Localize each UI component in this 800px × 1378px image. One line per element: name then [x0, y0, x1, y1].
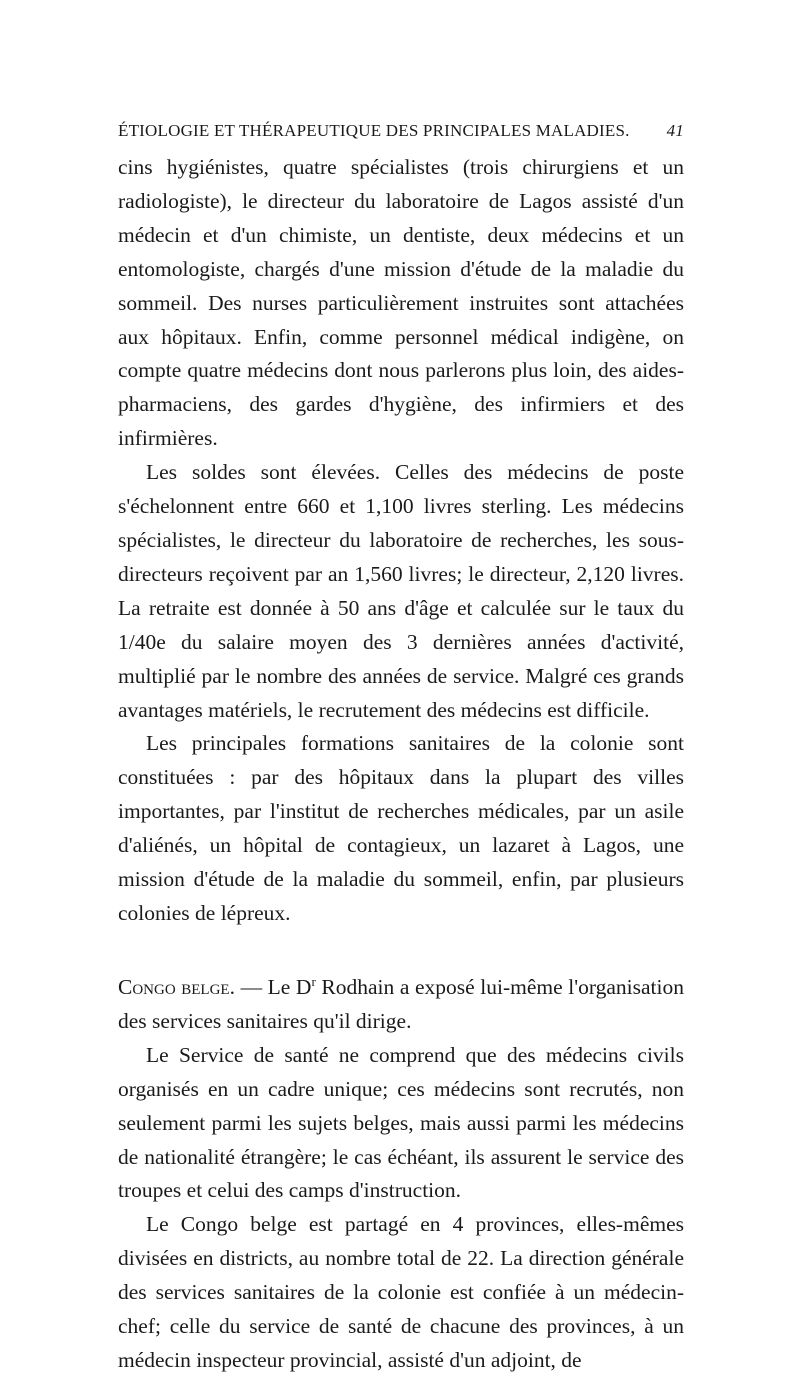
page-number: 41	[666, 121, 684, 140]
section-heading: Congo belge.	[118, 975, 235, 999]
running-head	[118, 121, 684, 141]
paragraph-1: cins hygiénistes, quatre spécialistes (trois chirurgiens et un radiologiste), le directeur du laboratoire de Lagos assisté d'un médecin et d'un chimiste, un dentiste, deux médecins et un entomologiste, chargés d'une mission d'étude de la maladie du sommeil. Des nurses particulièrement instruites sont attachées aux hôpitaux. Enfin, comme personnel médical indigène, on compte quatre médecins dont nous parlerons plus loin, des aides-pharmaciens, des gardes d'hygiène, des infirmiers et des infirmières.	[118, 155, 684, 451]
section-text-rest: Rodhain a exposé lui-même l'organisation des services sanitaires qu'il dirige.	[118, 975, 684, 1033]
paragraph-4: Le Service de santé ne comprend que des médecins civils organisés en un cadre unique; ces médecins sont recrutés, non seulement parmi les sujets belges, mais aussi parmi les médecins de nationalité étrangère; le cas échéant, ils assurent le service des troupes et celui des camps d'instruction.	[118, 1042, 684, 1203]
paragraph-2: Les soldes sont élevées. Celles des médecins de poste s'échelonnent entre 660 et 1,100 livres sterling. Les médecins spécialistes, le directeur du laboratoire de recherches, les sous-directeurs reçoivent par an 1,560 livres; le directeur, 2,120 livres. La retraite est donnée à 50 ans d'âge et calculée sur le taux du 1/40e du salaire moyen des 3 dernières années d'activité, multiplié par le nombre des années de service. Malgré ces grands avantages matériels, le recrutement des médecins est difficile.	[118, 460, 684, 722]
section-dash: —	[234, 975, 268, 999]
body-text	[118, 151, 684, 1378]
running-head-title: ÉTIOLOGIE ET THÉRAPEUTIQUE DES PRINCIPALES MALADIES.	[118, 121, 630, 140]
section-gap	[118, 931, 684, 965]
paragraph-3: Les principales formations sanitaires de la colonie sont constituées : par des hôpitaux dans la plupart des villes importantes, par l'institut de recherches médicales, par un asile d'aliénés, un hôpital de contagieux, un lazaret à Lagos, une mission d'étude de la maladie du sommeil, enfin, par plusieurs colonies de lépreux.	[118, 731, 684, 925]
section-heading-paragraph	[118, 965, 684, 1039]
paragraph-5: Le Congo belge est partagé en 4 provinces, elles-mêmes divisées en districts, au nombre total de 22. La direction générale des services sanitaires de la colonie est confiée à un médecin-chef; celle du service de santé de chacune des provinces, à un médecin inspecteur provincial, assisté d'un adjoint, de	[118, 1212, 684, 1372]
doctor-superscript: r	[311, 973, 316, 989]
section-text-start: Le D	[267, 975, 312, 999]
